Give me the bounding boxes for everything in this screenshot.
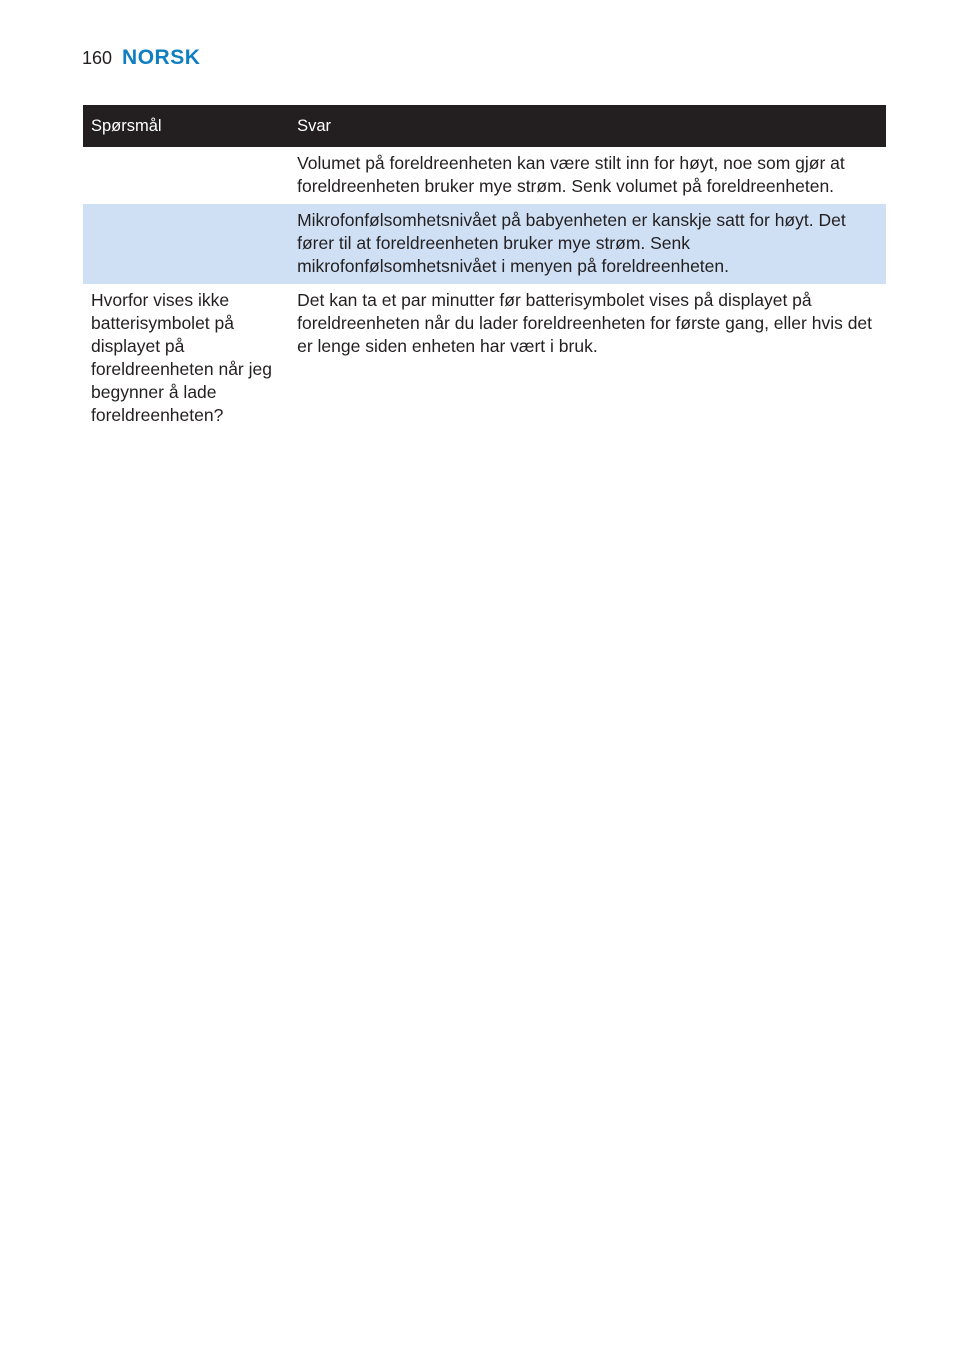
question-cell: [83, 204, 289, 284]
section-title: NORSK: [122, 46, 201, 69]
faq-table: [83, 105, 886, 433]
table-header-row: [83, 105, 886, 147]
table-row: [83, 284, 886, 433]
table-row: [83, 147, 886, 204]
answer-cell: Det kan ta et par minutter før batterisymbolet vises på displayet på foreldreenheten når du lader foreldreenheten for første gang, eller hvis det er lenge siden enheten har vært i bruk.: [297, 290, 873, 356]
answer-cell: Mikrofonfølsomhetsnivået på babyenheten er kanskje satt for høyt. Det fører til at foreldreenheten bruker mye strøm. Senk mikrofonfølsomhetsnivået i menyen på foreldreenheten.: [289, 204, 886, 284]
answer-cell: Volumet på foreldreenheten kan være stilt inn for høyt, noe som gjør at foreldreenheten bruker mye strøm. Senk volumet på foreldreenheten.: [297, 153, 845, 196]
page-header: [82, 46, 200, 70]
column-header-question: Spørsmål: [83, 105, 289, 147]
question-cell: Hvorfor vises ikke batterisymbolet på displayet på foreldreenheten når jeg begynner å lade foreldreenheten?: [91, 290, 272, 425]
question-cell: [83, 147, 289, 204]
column-header-answer: Svar: [289, 105, 886, 147]
table-row: [83, 204, 886, 284]
page-number: 160: [82, 48, 113, 68]
